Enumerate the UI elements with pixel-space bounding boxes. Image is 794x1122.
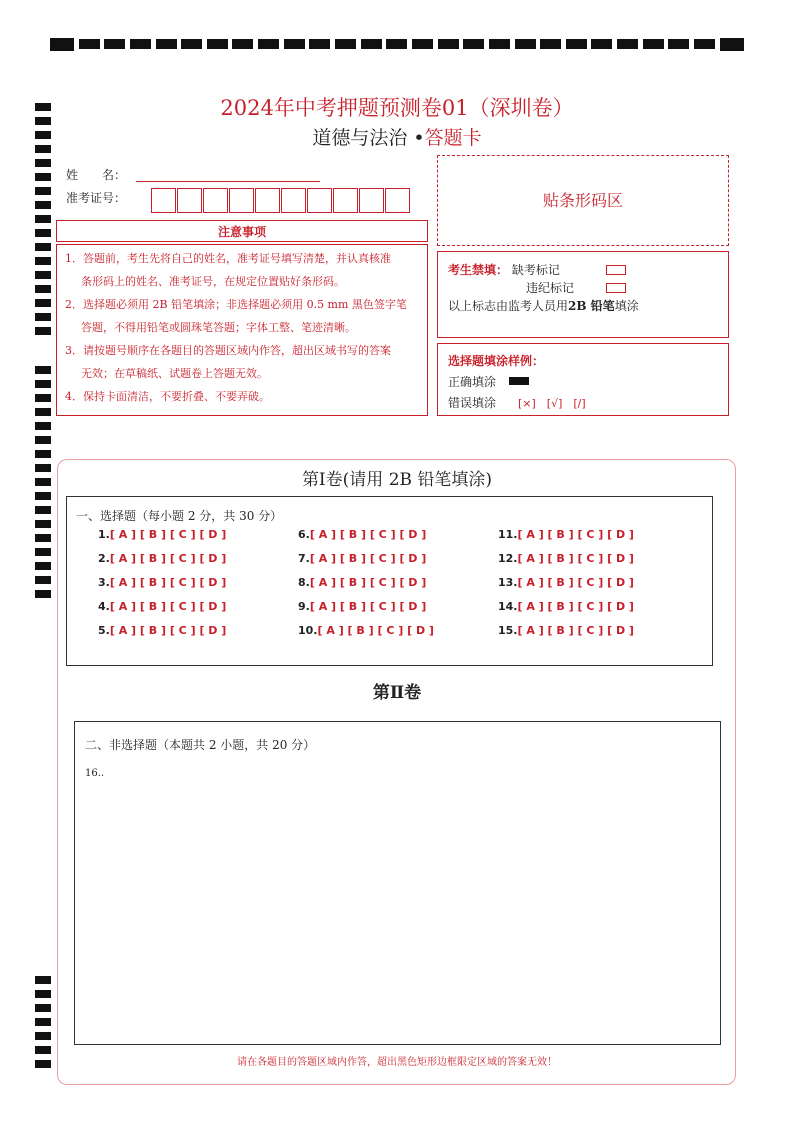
question-number: 14. [498,600,518,613]
notice-item: 无效；在草稿纸、试题卷上答题无效。 [81,367,268,380]
footer-warning: 请在各题目的答题区域内作答，超出黑色矩形边框限定区域的答案无效！ [237,1057,557,1068]
choice-section-title: 一、选择题（每小题 2 分，共 30 分） [76,509,283,523]
answer-options[interactable]: [ A ] [ B ] [ C ] [ D ] [309,552,427,565]
separator-dot: • [413,127,425,149]
notice-item: 4．保持卡面清洁，不要折叠、不要弄破。 [65,390,270,403]
question-7-bubbles[interactable] [298,552,426,565]
barcode-area [437,155,729,246]
answer-options[interactable]: [ A ] [ B ] [ C ] [ D ] [109,528,227,541]
violation-label: 违纪标记 [526,281,575,295]
question-11-bubbles[interactable] [498,528,634,541]
question-number: 15. [498,624,518,637]
question-number: 2. [98,552,110,565]
answer-options[interactable]: [ A ] [ B ] [ C ] [ D ] [109,624,227,637]
question-13-bubbles[interactable] [498,576,634,589]
notice-item: 条形码上的姓名、准考证号，在规定位置贴好条形码。 [81,275,345,288]
fill-sample-title: 选择题填涂样例： [448,354,545,368]
timing-marks-top [50,37,744,51]
correct-fill-mark [509,377,529,385]
question-2-bubbles[interactable] [98,552,226,565]
question-number: 8. [298,576,310,589]
question-number: 7. [298,552,310,565]
forbidden-box [437,251,729,338]
wrong-fill-label: 错误填涂 [448,396,497,410]
answer-options[interactable]: [ A ] [ B ] [ C ] [ D ] [517,624,634,637]
subject-name: 道德与法治 [312,127,408,149]
question-number: 4. [98,600,110,613]
answer-options[interactable]: [ A ] [ B ] [ C ] [ D ] [309,600,427,613]
answer-options[interactable]: [ A ] [ B ] [ C ] [ D ] [109,600,227,613]
question-14-bubbles[interactable] [498,600,634,613]
correct-fill-label: 正确填涂 [448,375,497,389]
question-3-bubbles[interactable] [98,576,226,589]
notice-item: 3．请按题号顺序在各题目的答题区域内作答，超出区域书写的答案 [65,344,391,357]
page-title: 2024年中考押题预测卷01（深圳卷） [220,96,574,120]
forbidden-note-bold: 2B 铅笔 [568,299,615,313]
part2-title: 第Ⅱ卷 [372,683,422,703]
answer-card-label: 答题卡 [424,127,482,149]
question-10-bubbles[interactable] [298,624,434,637]
question-number: 6. [298,528,310,541]
question-number: 3. [98,576,110,589]
answer-options[interactable]: [ A ] [ B ] [ C ] [ D ] [317,624,434,637]
absent-label: 缺考标记 [511,263,560,277]
forbidden-note-pre: 以上标志由监考人员用 [448,299,569,313]
notice-item: 答题，不得用铅笔或圆珠笔答题；字体工整、笔迹清晰。 [81,321,356,334]
exam-id-label: 准考证号： [66,191,127,205]
question-number: 12. [498,552,518,565]
question-12-bubbles[interactable] [498,552,634,565]
answer-options[interactable]: [ A ] [ B ] [ C ] [ D ] [517,576,634,589]
answer-options[interactable]: [ A ] [ B ] [ C ] [ D ] [309,576,427,589]
nonchoice-section[interactable] [74,721,721,1045]
absent-mark-box[interactable] [606,265,626,275]
question-8-bubbles[interactable] [298,576,426,589]
question-15-bubbles[interactable] [498,624,634,637]
question-9-bubbles[interactable] [298,600,426,613]
question-number: 13. [498,576,518,589]
question-4-bubbles[interactable] [98,600,226,613]
answer-options[interactable]: [ A ] [ B ] [ C ] [ D ] [517,552,634,565]
question-number: 10. [298,624,318,637]
notice-title: 注意事项 [217,225,266,239]
question-5-bubbles[interactable] [98,624,226,637]
answer-options[interactable]: [ A ] [ B ] [ C ] [ D ] [109,576,227,589]
notice-header [56,220,428,242]
violation-mark-box[interactable] [606,283,626,293]
question-number: 1. [98,528,110,541]
question-6-bubbles[interactable] [298,528,426,541]
answer-options[interactable]: [ A ] [ B ] [ C ] [ D ] [109,552,227,565]
part1-title: 第Ⅰ卷(请用 2B 铅笔填涂) [301,470,493,490]
notice-box [56,244,428,416]
fill-sample-box [437,343,729,416]
answer-options[interactable]: [ A ] [ B ] [ C ] [ D ] [517,600,634,613]
name-field[interactable] [136,181,320,182]
choice-section [66,496,713,666]
exam-id-cells[interactable] [151,188,411,213]
barcode-label: 贴条形码区 [542,191,623,210]
question-16-label: 16.. [85,768,105,779]
forbidden-label: 考生禁填： [448,263,509,277]
answer-options[interactable]: [ A ] [ B ] [ C ] [ D ] [517,528,634,541]
notice-item: 1．答题前，考生先将自己的姓名，准考证号填写清楚，并认真核准 [65,252,391,265]
wrong-fill-marks: [×] [√] [/] [518,397,586,410]
answer-options[interactable]: [ A ] [ B ] [ C ] [ D ] [309,528,427,541]
question-number: 9. [298,600,310,613]
question-number: 11. [498,528,518,541]
forbidden-note [448,297,639,314]
name-label: 姓 名： [66,168,127,182]
nonchoice-section-title: 二、非选择题（本题共 2 小题，共 20 分） [85,738,316,752]
question-number: 5. [98,624,110,637]
question-1-bubbles[interactable] [98,528,226,541]
page-subtitle [0,123,794,150]
notice-item: 2．选择题必须用 2B 铅笔填涂；非选择题必须用 0.5 mm 黑色签字笔 [65,298,407,311]
forbidden-note-post: 填涂 [614,299,639,313]
